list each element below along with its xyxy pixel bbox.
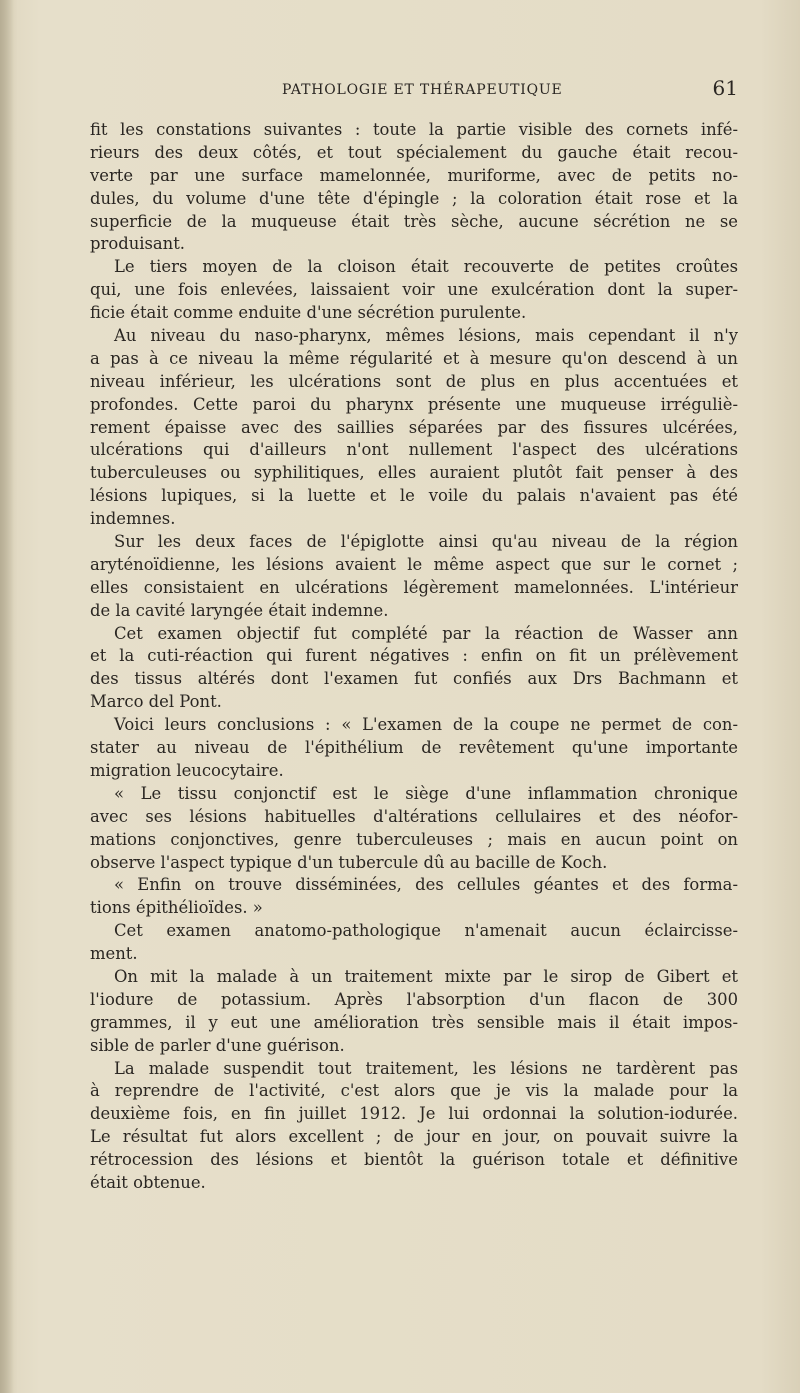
- text-line: Au niveau du naso-pharynx, mêmes lésions, mais cependant il n'y: [114, 326, 738, 346]
- text-line: Sur les deux faces de l'épiglotte ainsi qu'au niveau de la région: [114, 532, 738, 552]
- text-line: à reprendre de l'activité, c'est alors que je vis la malade pour la: [90, 1081, 738, 1101]
- text-line: produisant.: [90, 234, 186, 254]
- text-line: a pas à ce niveau la même régularité et à mesure qu'on descend à un: [90, 348, 738, 368]
- text-line: aryténoïdienne, les lésions avaient le même aspect que sur le cornet ;: [90, 554, 738, 574]
- text-line: mations conjonctives, genre tuberculeuses ; mais en aucun point on: [90, 829, 738, 849]
- text-line: lésions lupiques, si la luette et le voile du palais n'avaient pas été: [90, 486, 738, 506]
- body-text: [90, 119, 738, 1195]
- text-line: profondes. Cette paroi du pharynx présente une muqueuse irréguliè-: [90, 394, 738, 414]
- page-number: 61: [712, 76, 738, 100]
- text-line: de la cavité laryngée était indemne.: [90, 600, 389, 620]
- text-line: La malade suspendit tout traitement, les lésions ne tardèrent pas: [114, 1058, 738, 1078]
- text-line: fit les constations suivantes : toute la partie visible des cornets infé-: [90, 120, 738, 139]
- text-line: On mit la malade à un traitement mixte par le sirop de Gibert et: [114, 966, 738, 986]
- text-line: ulcérations qui d'ailleurs n'ont nullement l'aspect des ulcérations: [90, 440, 738, 460]
- text-line: et la cuti-réaction qui furent négatives : enfin on fit un prélèvement: [90, 646, 738, 666]
- paragraph: [90, 256, 738, 325]
- text-line: avec ses lésions habituelles d'altérations cellulaires et des néofor-: [90, 806, 738, 826]
- text-line: elles consistaient en ulcérations légèrement mamelonnées. L'intérieur: [90, 577, 738, 597]
- text-line: ficie était comme enduite d'une sécrétion purulente.: [90, 303, 527, 323]
- text-line: des tissus altérés dont l'examen fut confiés aux Drs Bachmann et: [90, 669, 738, 689]
- text-line: « Enfin on trouve disséminées, des cellules géantes et des forma-: [114, 875, 738, 895]
- text-line: Cet examen objectif fut complété par la réaction de Wasser ann: [114, 623, 738, 643]
- text-line: Voici leurs conclusions : « L'examen de la coupe ne permet de con-: [114, 715, 738, 735]
- text-line: verte par une surface mamelonnée, muriforme, avec de petits no-: [90, 165, 738, 185]
- text-line: niveau inférieur, les ulcérations sont de plus en plus accentuées et: [90, 371, 738, 391]
- text-line: tuberculeuses ou syphilitiques, elles auraient plutôt fait penser à des: [90, 463, 738, 483]
- text-line: ment.: [90, 944, 138, 964]
- text-line: Le résultat fut alors excellent ; de jour en jour, on pouvait suivre la: [90, 1127, 738, 1147]
- text-line: grammes, il y eut une amélioration très sensible mais il était impos-: [90, 1012, 738, 1032]
- paragraph: [90, 119, 738, 256]
- text-line: sible de parler d'une guérison.: [90, 1035, 345, 1055]
- paragraph: [90, 531, 738, 623]
- paragraph: [90, 874, 738, 920]
- paragraph: [90, 325, 738, 531]
- paragraph: [90, 714, 738, 783]
- text-line: Cet examen anatomo-pathologique n'amenait aucun éclaircisse-: [114, 921, 738, 941]
- paragraph: [90, 623, 738, 715]
- text-line: observe l'aspect typique d'un tubercule dû au bacille de Koch.: [90, 852, 608, 872]
- text-line: stater au niveau de l'épithélium de revêtement qu'une importante: [90, 738, 738, 758]
- page-header: [90, 76, 738, 104]
- text-line: l'iodure de potassium. Après l'absorption d'un flacon de 300: [90, 989, 738, 1009]
- text-line: deuxième fois, en fin juillet 1912. Je lui ordonnai la solution-iodurée.: [90, 1104, 738, 1124]
- text-line: était obtenue.: [90, 1172, 206, 1192]
- paragraph: [90, 783, 738, 875]
- text-line: Le tiers moyen de la cloison était recouverte de petites croûtes: [114, 257, 738, 277]
- text-line: migration leucocytaire.: [90, 760, 284, 780]
- text-line: rement épaisse avec des saillies séparées par des fissures ulcérées,: [90, 417, 738, 437]
- running-title: PATHOLOGIE ET THÉRAPEUTIQUE: [282, 82, 563, 98]
- text-line: dules, du volume d'une tête d'épingle ; la coloration était rose et la: [90, 188, 738, 208]
- text-line: tions épithélioïdes. »: [90, 898, 263, 918]
- text-line: qui, une fois enlevées, laissaient voir une exulcération dont la super-: [90, 280, 738, 300]
- text-line: rétrocession des lésions et bientôt la guérison totale et définitive: [90, 1150, 738, 1170]
- text-line: rieurs des deux côtés, et tout spécialement du gauche était recou-: [90, 142, 738, 162]
- paragraph: [90, 966, 738, 1058]
- text-line: superficie de la muqueuse était très sèche, aucune sécrétion ne se: [90, 211, 738, 231]
- paragraph: [90, 1058, 738, 1195]
- text-line: indemnes.: [90, 509, 176, 529]
- text-line: « Le tissu conjonctif est le siège d'une inflammation chronique: [114, 783, 738, 803]
- text-line: Marco del Pont.: [90, 692, 222, 712]
- paragraph: [90, 920, 738, 966]
